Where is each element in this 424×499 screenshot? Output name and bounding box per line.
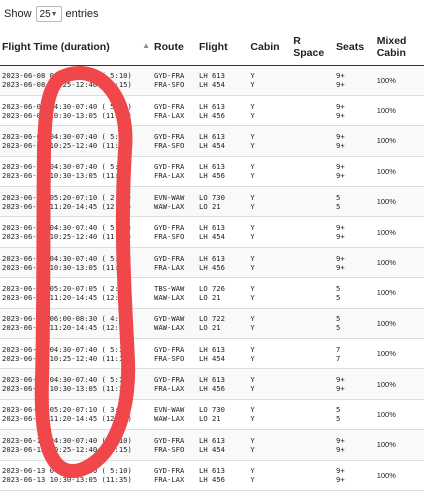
col-flight-time[interactable]: Flight Time (duration) ▲ xyxy=(0,30,152,65)
cell-seats-line: 9+ xyxy=(336,253,345,263)
cell-flight-line: LH 456 xyxy=(199,110,225,120)
cell-flight-time xyxy=(0,460,152,490)
cell-mixed-cabin: 100% xyxy=(375,399,424,429)
cell-route-line: GYD-WAW xyxy=(154,314,185,324)
cell-flight-line: LH 456 xyxy=(199,171,225,181)
table-row[interactable] xyxy=(0,339,424,369)
cell-seats xyxy=(334,460,375,490)
cell-cabin xyxy=(248,339,291,369)
cell-route-line: FRA-LAX xyxy=(154,475,185,485)
cell-cabin-line: Y xyxy=(250,232,255,242)
cell-mixed-cabin: 100% xyxy=(375,460,424,490)
cell-route xyxy=(152,369,197,399)
cell-route-line: WAW-LAX xyxy=(154,414,185,424)
cell-flight-time xyxy=(0,399,152,429)
cell-seats-line: 9+ xyxy=(336,232,345,242)
cell-route xyxy=(152,65,197,95)
cell-r-space xyxy=(291,278,334,308)
cell-flight-time-line: 2023-06-09 10:25-12:40 (11:15) xyxy=(2,140,132,150)
cell-route xyxy=(152,399,197,429)
cell-flight-time-line: 2023-06-08 04:30-07:40 ( 5:10) xyxy=(2,71,132,81)
cell-seats-line: 9+ xyxy=(336,101,345,111)
cell-cabin-line: Y xyxy=(250,80,255,90)
cell-flight-time xyxy=(0,369,152,399)
cell-flight-time-line: 2023-06-08 04:30-07:40 ( 5:10) xyxy=(2,101,132,111)
cell-flight-time-line: 2023-06-12 04:30-07:40 ( 5:10) xyxy=(2,375,132,385)
cell-cabin xyxy=(248,126,291,156)
cell-flight-line: LO 21 xyxy=(199,292,221,302)
entries-label: entries xyxy=(65,8,99,20)
cell-seats xyxy=(334,278,375,308)
cell-flight-time-line: 2023-06-13 04:30-07:40 ( 5:10) xyxy=(2,466,132,476)
table-row[interactable] xyxy=(0,187,424,217)
cell-route-line: WAW-LAX xyxy=(154,292,185,302)
cell-route-line: FRA-SFO xyxy=(154,444,185,454)
cell-mixed-cabin: 100% xyxy=(375,278,424,308)
cell-flight-time xyxy=(0,126,152,156)
cell-route-line: WAW-LAX xyxy=(154,201,185,211)
cell-mixed-cabin: 100% xyxy=(375,430,424,460)
cell-route xyxy=(152,247,197,277)
cell-route-line: FRA-SFO xyxy=(154,232,185,242)
table-row[interactable] xyxy=(0,247,424,277)
cell-flight-time xyxy=(0,247,152,277)
cell-flight xyxy=(197,126,248,156)
cell-flight-time-line: 2023-06-12 04:30-07:40 ( 5:10) xyxy=(2,435,132,445)
cell-cabin-line: Y xyxy=(250,283,255,293)
cell-r-space xyxy=(291,460,334,490)
cell-mixed-cabin: 100% xyxy=(375,65,424,95)
cell-route xyxy=(152,339,197,369)
cell-mixed-cabin: 100% xyxy=(375,156,424,186)
cell-seats xyxy=(334,187,375,217)
cell-cabin xyxy=(248,247,291,277)
cell-cabin xyxy=(248,369,291,399)
cell-flight-time-line: 2023-06-10 10:30-13:05 (11:35) xyxy=(2,262,132,272)
cell-seats-line: 5 xyxy=(336,192,341,202)
cell-flight-line: LH 456 xyxy=(199,384,225,394)
cell-r-space xyxy=(291,339,334,369)
cell-seats-line: 5 xyxy=(336,314,341,324)
cell-flight-line: LH 454 xyxy=(199,80,225,90)
cell-flight-time-line: 2023-06-12 10:25-12:40 (11:15) xyxy=(2,444,132,454)
cell-cabin xyxy=(248,308,291,338)
col-r-space[interactable]: R Space xyxy=(291,30,334,65)
cell-seats-line: 5 xyxy=(336,292,341,302)
cell-seats xyxy=(334,65,375,95)
cell-cabin-line: Y xyxy=(250,405,255,415)
cell-seats-line: 5 xyxy=(336,283,341,293)
cell-flight-time-line: 2023-06-12 10:30-13:05 (11:35) xyxy=(2,384,132,394)
cell-flight xyxy=(197,278,248,308)
cell-cabin-line: Y xyxy=(250,375,255,385)
cell-mixed-cabin: 100% xyxy=(375,126,424,156)
cell-cabin xyxy=(248,187,291,217)
cell-flight-line: LH 613 xyxy=(199,223,225,233)
cell-cabin-line: Y xyxy=(250,323,255,333)
cell-route-line: GYD-FRA xyxy=(154,253,185,263)
show-label: Show xyxy=(4,8,32,20)
cell-cabin-line: Y xyxy=(250,110,255,120)
cell-seats-line: 5 xyxy=(336,414,341,424)
cell-flight-line: LO 21 xyxy=(199,414,221,424)
cell-route-line: FRA-SFO xyxy=(154,140,185,150)
cell-mixed-cabin: 100% xyxy=(375,308,424,338)
table-row[interactable] xyxy=(0,308,424,338)
cell-flight xyxy=(197,308,248,338)
cell-flight-time xyxy=(0,187,152,217)
cell-seats xyxy=(334,247,375,277)
cell-flight-time xyxy=(0,339,152,369)
cell-seats xyxy=(334,369,375,399)
cell-seats-line: 9+ xyxy=(336,171,345,181)
chevron-down-icon: ▼ xyxy=(50,10,58,18)
cell-route-line: GYD-FRA xyxy=(154,101,185,111)
cell-flight-line: LH 613 xyxy=(199,131,225,141)
cell-seats-line: 9+ xyxy=(336,71,345,81)
cell-seats xyxy=(334,156,375,186)
cell-seats xyxy=(334,308,375,338)
cell-flight-line: LH 454 xyxy=(199,140,225,150)
cell-seats xyxy=(334,399,375,429)
cell-flight-line: LO 722 xyxy=(199,314,225,324)
cell-route xyxy=(152,217,197,247)
cell-flight-time-line: 2023-06-10 11:20-14:45 (12:25) xyxy=(2,292,132,302)
table-row[interactable] xyxy=(0,369,424,399)
cell-route-line: GYD-FRA xyxy=(154,131,185,141)
cell-flight-line: LH 613 xyxy=(199,162,225,172)
cell-seats-line: 9+ xyxy=(336,131,345,141)
cell-flight-time xyxy=(0,95,152,125)
cell-r-space xyxy=(291,156,334,186)
cell-cabin-line: Y xyxy=(250,131,255,141)
cell-seats-line: 9+ xyxy=(336,384,345,394)
cell-flight-line: LH 456 xyxy=(199,475,225,485)
cell-route-line: GYD-FRA xyxy=(154,375,185,385)
cell-cabin-line: Y xyxy=(250,171,255,181)
cell-cabin-line: Y xyxy=(250,223,255,233)
cell-flight-line: LH 613 xyxy=(199,435,225,445)
cell-seats-line: 9+ xyxy=(336,466,345,476)
cell-cabin-line: Y xyxy=(250,444,255,454)
cell-cabin-line: Y xyxy=(250,192,255,202)
col-mixed-cabin[interactable]: Mixed Cabin xyxy=(375,30,424,65)
cell-flight-time-line: 2023-06-10 11:20-14:45 (12:25) xyxy=(2,323,132,333)
cell-cabin xyxy=(248,95,291,125)
cell-route xyxy=(152,187,197,217)
cell-flight-time xyxy=(0,156,152,186)
cell-flight xyxy=(197,247,248,277)
table-row[interactable] xyxy=(0,278,424,308)
cell-route xyxy=(152,278,197,308)
cell-mixed-cabin: 100% xyxy=(375,217,424,247)
cell-flight-line: LH 613 xyxy=(199,71,225,81)
cell-r-space xyxy=(291,247,334,277)
cell-flight-time xyxy=(0,65,152,95)
cell-flight-line: LO 21 xyxy=(199,201,221,211)
cell-cabin xyxy=(248,65,291,95)
cell-flight-time-line: 2023-06-08 10:25-12:40 (11:15) xyxy=(2,80,132,90)
cell-cabin-line: Y xyxy=(250,475,255,485)
table-row[interactable] xyxy=(0,430,424,460)
cell-seats-line: 9+ xyxy=(336,110,345,120)
cell-r-space xyxy=(291,217,334,247)
sort-icon: ▲ xyxy=(142,41,151,51)
cell-flight xyxy=(197,399,248,429)
cell-cabin-line: Y xyxy=(250,101,255,111)
cell-cabin-line: Y xyxy=(250,314,255,324)
cell-r-space xyxy=(291,126,334,156)
table-row[interactable] xyxy=(0,460,424,490)
table-row[interactable] xyxy=(0,399,424,429)
cell-seats xyxy=(334,126,375,156)
cell-route-line: FRA-LAX xyxy=(154,110,185,120)
cell-seats-line: 9+ xyxy=(336,262,345,272)
cell-seats-line: 9+ xyxy=(336,162,345,172)
cell-cabin-line: Y xyxy=(250,140,255,150)
cell-route-line: EVN-WAW xyxy=(154,192,185,202)
cell-mixed-cabin: 100% xyxy=(375,187,424,217)
cell-flight-time-line: 2023-06-09 05:20-07:10 ( 2:50) xyxy=(2,192,132,202)
flights-table xyxy=(0,30,424,491)
cell-flight xyxy=(197,65,248,95)
cell-r-space xyxy=(291,65,334,95)
cell-flight-time-line: 2023-06-10 06:00-08:30 ( 4:30) xyxy=(2,314,132,324)
cell-seats-line: 9+ xyxy=(336,223,345,233)
cell-seats-line: 9+ xyxy=(336,435,345,445)
cell-route xyxy=(152,430,197,460)
cell-flight-time-line: 2023-06-12 11:20-14:45 (12:25) xyxy=(2,414,132,424)
table-row[interactable] xyxy=(0,156,424,186)
cell-cabin-line: Y xyxy=(250,253,255,263)
cell-seats xyxy=(334,95,375,125)
cell-route-line: TBS-WAW xyxy=(154,283,185,293)
cell-route-line: FRA-LAX xyxy=(154,384,185,394)
cell-cabin-line: Y xyxy=(250,466,255,476)
cell-flight-time xyxy=(0,430,152,460)
cell-seats-line: 9+ xyxy=(336,375,345,385)
cell-flight-time-line: 2023-06-12 10:25-12:40 (11:15) xyxy=(2,353,132,363)
cell-r-space xyxy=(291,95,334,125)
cell-route-line: WAW-LAX xyxy=(154,323,185,333)
entries-value: 25 xyxy=(39,8,51,20)
cell-flight-time-line: 2023-06-09 11:20-14:45 (12:25) xyxy=(2,201,132,211)
cell-route-line: FRA-SFO xyxy=(154,80,185,90)
cell-flight-line: LO 730 xyxy=(199,192,225,202)
cell-route xyxy=(152,156,197,186)
cell-flight xyxy=(197,187,248,217)
cell-flight-line: LH 454 xyxy=(199,444,225,454)
cell-flight-time-line: 2023-06-13 10:30-13:05 (11:35) xyxy=(2,475,132,485)
cell-route-line: EVN-WAW xyxy=(154,405,185,415)
cell-flight-line: LO 21 xyxy=(199,323,221,333)
cell-seats-line: 5 xyxy=(336,405,341,415)
cell-seats-line: 5 xyxy=(336,201,341,211)
table-body xyxy=(0,65,424,490)
cell-cabin-line: Y xyxy=(250,435,255,445)
cell-flight-time-line: 2023-06-10 10:25-12:40 (11:15) xyxy=(2,232,132,242)
cell-cabin-line: Y xyxy=(250,414,255,424)
cell-flight-time-line: 2023-06-10 05:20-07:05 ( 2:45) xyxy=(2,283,132,293)
cell-r-space xyxy=(291,187,334,217)
cell-flight-time-line: 2023-06-12 04:30-07:40 ( 5:10) xyxy=(2,344,132,354)
cell-flight-time-line: 2023-06-10 04:30-07:40 ( 5:10) xyxy=(2,223,132,233)
table-row[interactable] xyxy=(0,217,424,247)
cell-flight xyxy=(197,217,248,247)
cell-route-line: GYD-FRA xyxy=(154,466,185,476)
cell-route-line: FRA-LAX xyxy=(154,171,185,181)
cell-flight-line: LH 454 xyxy=(199,232,225,242)
cell-cabin-line: Y xyxy=(250,344,255,354)
cell-flight xyxy=(197,339,248,369)
cell-flight-line: LO 726 xyxy=(199,283,225,293)
cell-flight-time xyxy=(0,278,152,308)
col-route[interactable]: Route xyxy=(152,30,197,65)
table-row[interactable] xyxy=(0,126,424,156)
cell-seats-line: 9+ xyxy=(336,140,345,150)
cell-route xyxy=(152,460,197,490)
cell-mixed-cabin: 100% xyxy=(375,247,424,277)
cell-seats-line: 5 xyxy=(336,323,341,333)
cell-cabin xyxy=(248,278,291,308)
cell-cabin xyxy=(248,217,291,247)
cell-cabin xyxy=(248,156,291,186)
cell-cabin-line: Y xyxy=(250,201,255,211)
cell-route-line: FRA-LAX xyxy=(154,262,185,272)
cell-mixed-cabin: 100% xyxy=(375,369,424,399)
cell-route xyxy=(152,308,197,338)
cell-cabin-line: Y xyxy=(250,292,255,302)
cell-cabin-line: Y xyxy=(250,162,255,172)
cell-cabin xyxy=(248,399,291,429)
cell-flight-line: LH 454 xyxy=(199,353,225,363)
cell-route-line: FRA-SFO xyxy=(154,353,185,363)
cell-seats xyxy=(334,217,375,247)
cell-flight xyxy=(197,156,248,186)
cell-seats-line: 9+ xyxy=(336,444,345,454)
cell-flight-time-line: 2023-06-10 04:30-07:40 ( 5:10) xyxy=(2,253,132,263)
cell-flight-line: LH 613 xyxy=(199,253,225,263)
cell-route-line: GYD-FRA xyxy=(154,162,185,172)
col-cabin[interactable]: Cabin xyxy=(248,30,291,65)
cell-cabin xyxy=(248,430,291,460)
cell-mixed-cabin: 100% xyxy=(375,95,424,125)
cell-flight-time-line: 2023-06-09 04:30-07:40 ( 5:10) xyxy=(2,131,132,141)
length-control xyxy=(4,4,99,24)
cell-route xyxy=(152,126,197,156)
col-flight[interactable]: Flight xyxy=(197,30,248,65)
cell-flight xyxy=(197,460,248,490)
cell-flight-line: LH 613 xyxy=(199,101,225,111)
cell-flight-time xyxy=(0,308,152,338)
cell-cabin xyxy=(248,460,291,490)
cell-r-space xyxy=(291,399,334,429)
cell-flight-line: LH 613 xyxy=(199,466,225,476)
cell-route-line: GYD-FRA xyxy=(154,435,185,445)
cell-cabin-line: Y xyxy=(250,384,255,394)
cell-flight-time-line: 2023-06-09 04:30-07:40 ( 5:10) xyxy=(2,162,132,172)
cell-cabin-line: Y xyxy=(250,71,255,81)
cell-r-space xyxy=(291,308,334,338)
cell-seats xyxy=(334,430,375,460)
entries-select[interactable] xyxy=(36,6,62,22)
cell-flight xyxy=(197,95,248,125)
cell-flight xyxy=(197,430,248,460)
cell-flight-line: LH 613 xyxy=(199,344,225,354)
table-row[interactable] xyxy=(0,65,424,95)
cell-cabin-line: Y xyxy=(250,262,255,272)
cell-flight-line: LH 613 xyxy=(199,375,225,385)
cell-flight-time xyxy=(0,217,152,247)
cell-route-line: GYD-FRA xyxy=(154,344,185,354)
table-row[interactable] xyxy=(0,95,424,125)
cell-seats-line: 7 xyxy=(336,353,341,363)
cell-route-line: GYD-FRA xyxy=(154,223,185,233)
cell-flight-line: LH 456 xyxy=(199,262,225,272)
cell-flight-time-line: 2023-06-08 10:30-13:05 (11:35) xyxy=(2,110,132,120)
cell-flight-time-line: 2023-06-09 10:30-13:05 (11:35) xyxy=(2,171,132,181)
cell-seats-line: 7 xyxy=(336,344,341,354)
cell-mixed-cabin: 100% xyxy=(375,339,424,369)
cell-flight xyxy=(197,369,248,399)
cell-cabin-line: Y xyxy=(250,353,255,363)
cell-flight-time-line: 2023-06-12 05:20-07:10 ( 3:50) xyxy=(2,405,132,415)
cell-route xyxy=(152,95,197,125)
cell-r-space xyxy=(291,430,334,460)
cell-seats-line: 9+ xyxy=(336,80,345,90)
col-seats[interactable]: Seats xyxy=(334,30,375,65)
cell-flight-line: LO 730 xyxy=(199,405,225,415)
cell-seats xyxy=(334,339,375,369)
cell-route-line: GYD-FRA xyxy=(154,71,185,81)
cell-r-space xyxy=(291,369,334,399)
cell-seats-line: 9+ xyxy=(336,475,345,485)
